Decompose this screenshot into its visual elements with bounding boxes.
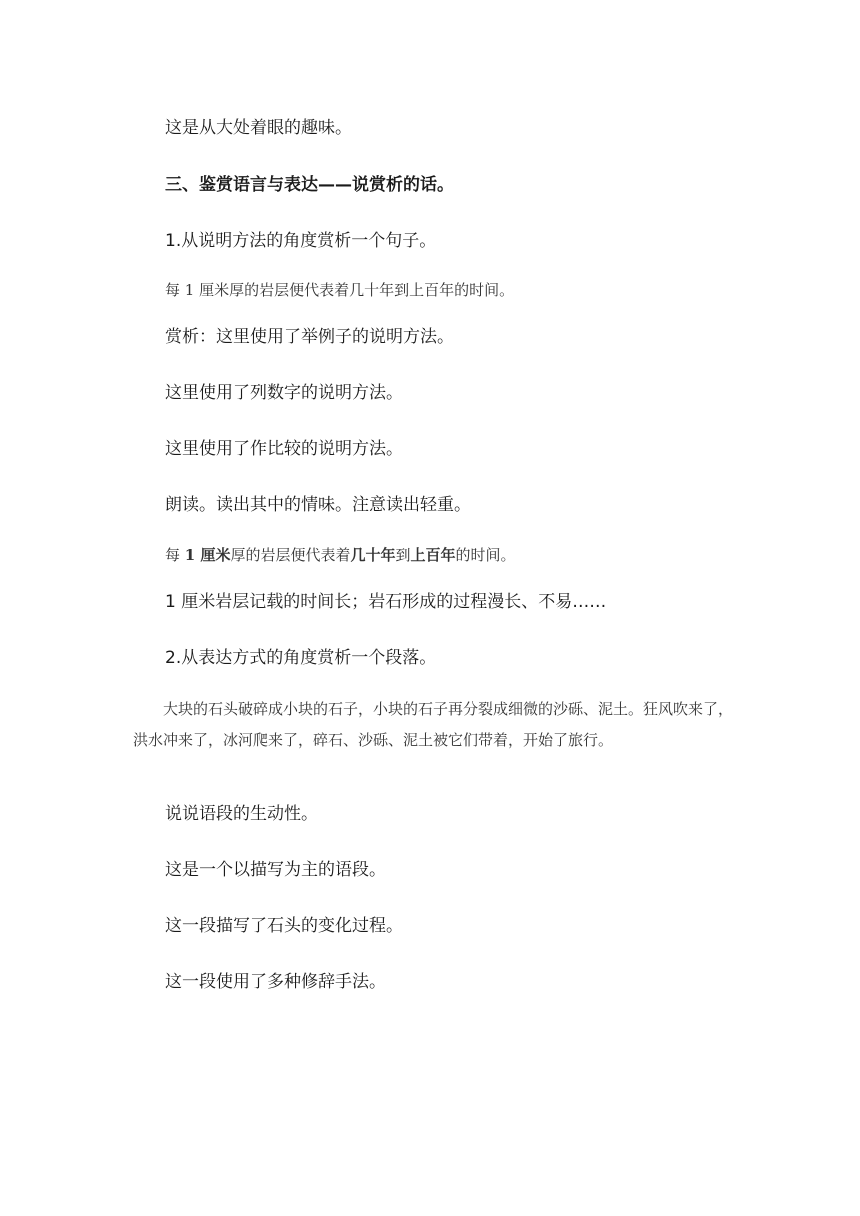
text-line-interest: 这是从大处着眼的趣味。 <box>165 118 352 138</box>
analysis-line-example: 赏析：这里使用了举例子的说明方法。 <box>165 327 454 347</box>
passage-paragraph: 大块的石头破碎成小块的石子，小块的石子再分裂成细微的沙砾、泥土。狂风吹来了，洪水冲来了，冰河爬来了，碎石、沙砾、泥土被它们带着，开始了旅行。 <box>133 700 734 749</box>
analysis-line-comparison: 这里使用了作比较的说明方法。 <box>165 439 403 459</box>
section-heading-appreciate-language: 三、鉴赏语言与表达——说赏析的话。 <box>165 175 454 195</box>
reading-instruction: 朗读。读出其中的情味。注意读出轻重。 <box>165 495 471 515</box>
answer-line-description: 这是一个以描写为主的语段。 <box>165 860 386 880</box>
analysis-line-numbers: 这里使用了列数字的说明方法。 <box>165 383 403 403</box>
emphasis-explanation: 1 厘米岩层记载的时间长；岩石形成的过程漫长、不易…… <box>165 592 607 612</box>
task-2-heading: 2.从表达方式的角度赏析一个段落。 <box>165 648 437 668</box>
emph-text: 到 <box>395 546 411 564</box>
discussion-prompt: 说说语段的生动性。 <box>165 804 318 824</box>
answer-line-rhetoric: 这一段使用了多种修辞手法。 <box>165 972 386 992</box>
emph-bold-century: 上百年 <box>410 546 456 564</box>
emph-bold-decades: 几十年 <box>350 546 396 564</box>
emph-bold-1cm: 1 厘米 <box>184 546 231 564</box>
task-1-heading: 1.从说明方法的角度赏析一个句子。 <box>165 231 437 251</box>
emph-text: 的时间。 <box>455 546 516 564</box>
emph-text: 厚的岩层便代表着 <box>230 546 351 564</box>
emph-text: 每 <box>165 546 185 564</box>
example-sentence: 每 1 厘米厚的岩层便代表着几十年到上百年的时间。 <box>165 281 515 299</box>
example-sentence-emphasized <box>165 543 516 567</box>
answer-line-process: 这一段描写了石头的变化过程。 <box>165 916 403 936</box>
